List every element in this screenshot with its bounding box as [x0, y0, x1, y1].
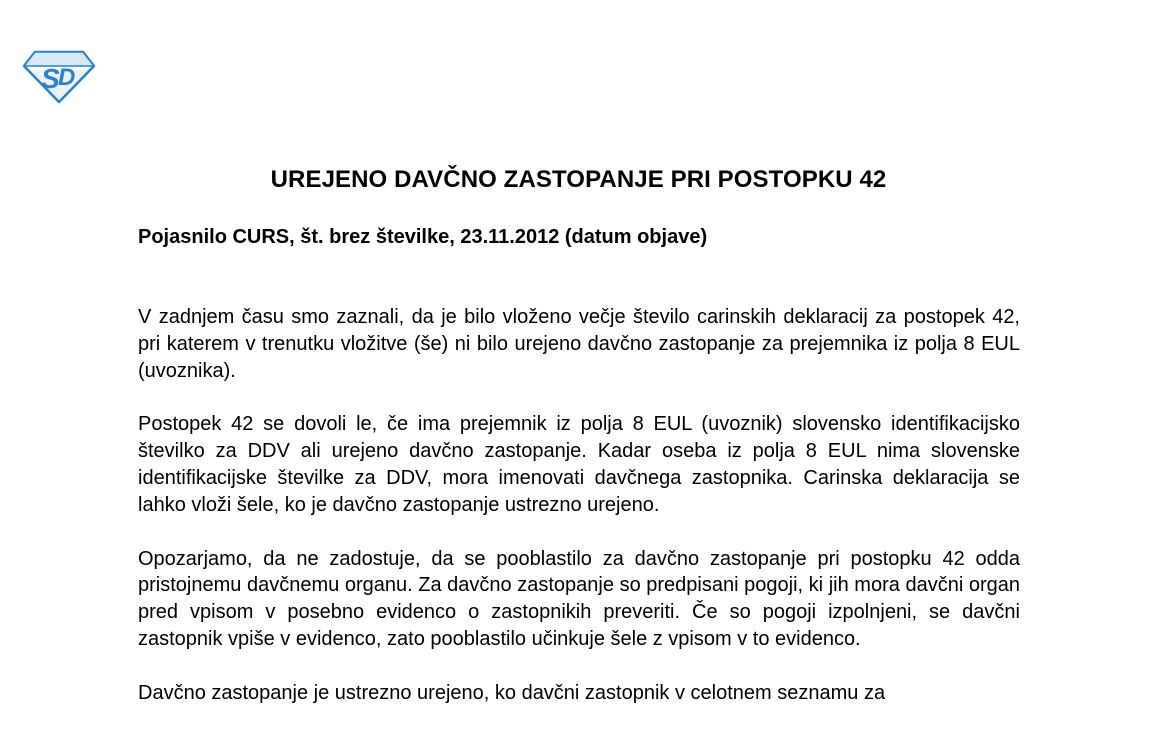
paragraph-3: Opozarjamo, da ne zadostuje, da se pooblastilo za davčno zastopanje pri postopku 42 odda pristojnemu davčnemu organu. Za davčno zastopanje so predpisani pogoji, ki jih mora davčni organ pred vpisom v posebno evidenco o zastopnikih preveriti. Če so pogoji izpolnjeni, se davčni zastopnik vpiše v evidenco, zato pooblastilo učinkuje šele z vpisom v to evidenco.	[138, 547, 1020, 650]
paragraph-1: V zadnjem času smo zaznali, da je bilo vloženo večje število carinskih deklaracij za postopek 42, pri katerem v trenutku vložitve (še) ni bilo urejeno davčno zastopanje za prejemnika iz polja 8 EUL (uvoznika).	[138, 306, 1020, 382]
paragraph-2: Postopek 42 se dovoli le, če ima prejemnik iz polja 8 EUL (uvoznik) slovensko identifikacijsko številko za DDV ali urejeno davčno zastopanje. Kadar oseba iz polja 8 EUL nima slovenske identifikacijske številke za DDV, mora imenovati davčnega zastopnika. Carinska deklaracija se lahko vloži šele, ko je davčno zastopanje ustrezno urejeno.	[138, 413, 1020, 516]
sd-shield-logo	[22, 48, 96, 104]
document-subtitle: Pojasnilo CURS, št. brez številke, 23.11.2012 (datum objave)	[138, 226, 708, 248]
document-title: UREJENO DAVČNO ZASTOPANJE PRI POSTOPKU 42	[270, 166, 887, 193]
paragraph-4: Davčno zastopanje je ustrezno urejeno, ko davčni zastopnik v celotnem seznamu za	[138, 681, 886, 704]
svg-text:S: S	[41, 63, 60, 94]
document-body	[138, 304, 1020, 734]
svg-text:D: D	[58, 64, 76, 91]
